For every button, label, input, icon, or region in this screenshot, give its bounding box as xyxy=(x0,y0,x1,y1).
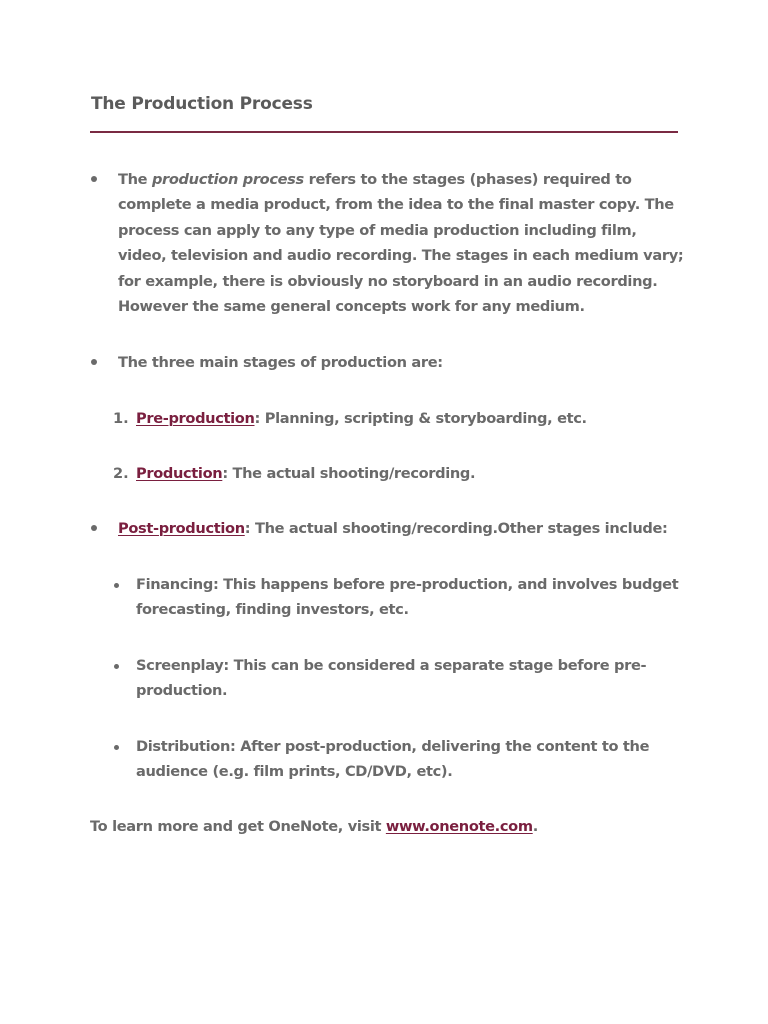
onenote-link[interactable]: www.onenote.com xyxy=(385,818,533,835)
intro-italic-term: production process xyxy=(151,171,304,188)
stage-description: : Planning, scripting & storyboarding, etc. xyxy=(254,410,587,427)
stages-intro: The three main stages of production are: xyxy=(118,354,443,371)
other-stage-line: audience (e.g. film prints, CD/DVD, etc). xyxy=(136,763,453,781)
bullet-icon xyxy=(91,359,97,365)
sub-bullet-icon xyxy=(114,583,119,588)
other-stage-line: forecasting, finding investors, etc. xyxy=(136,601,409,619)
sub-bullet-icon xyxy=(114,745,119,750)
intro-line-1 xyxy=(118,167,688,192)
page-title: The Production Process xyxy=(91,94,313,114)
other-stage-line: Financing: This happens before pre-production, and involves budget xyxy=(136,576,679,593)
other-stage-item xyxy=(136,572,678,623)
other-stage-line: production. xyxy=(136,682,228,700)
footer-lead: To learn more and get OneNote, visit xyxy=(90,818,386,835)
list-number: 2. xyxy=(113,465,129,482)
intro-line1-tail: refers to the stages (phases) required to xyxy=(303,171,632,188)
production-link[interactable]: Production xyxy=(136,465,223,482)
intro-line-2: complete a media product, from the idea to the final master copy. The xyxy=(118,196,674,214)
footer-text xyxy=(90,814,538,839)
title-divider xyxy=(90,131,678,133)
sub-bullet-icon xyxy=(114,664,119,669)
intro-line-5: for example, there is obviously no storyboard in an audio recording. xyxy=(118,272,658,290)
post-production-link[interactable]: Post-production xyxy=(118,520,245,537)
footer-period: . xyxy=(532,818,538,835)
list-number: 1. xyxy=(113,410,129,427)
other-stage-item xyxy=(136,734,649,785)
bullet-icon xyxy=(91,176,97,182)
other-stage-line: Screenplay: This can be considered a separate stage before pre- xyxy=(136,657,647,674)
intro-line-6: However the same general concepts work for any medium. xyxy=(118,298,585,316)
other-stage-line: Distribution: After post-production, delivering the content to the xyxy=(136,738,650,755)
stage-item xyxy=(136,461,475,486)
stage-description: : The actual shooting/recording. xyxy=(222,465,476,482)
other-stage-item xyxy=(136,653,646,704)
bullet-icon xyxy=(91,525,97,531)
intro-lead: The xyxy=(118,171,152,188)
intro-line-4: video, television and audio recording. The stages in each medium vary; xyxy=(118,247,684,265)
stage-item xyxy=(136,406,587,431)
intro-paragraph xyxy=(118,167,688,319)
post-production-item xyxy=(118,516,668,541)
intro-line-3: process can apply to any type of media production including film, xyxy=(118,221,637,239)
post-production-description: : The actual shooting/recording.Other stages include: xyxy=(244,520,668,537)
pre-production-link[interactable]: Pre-production xyxy=(136,410,255,427)
